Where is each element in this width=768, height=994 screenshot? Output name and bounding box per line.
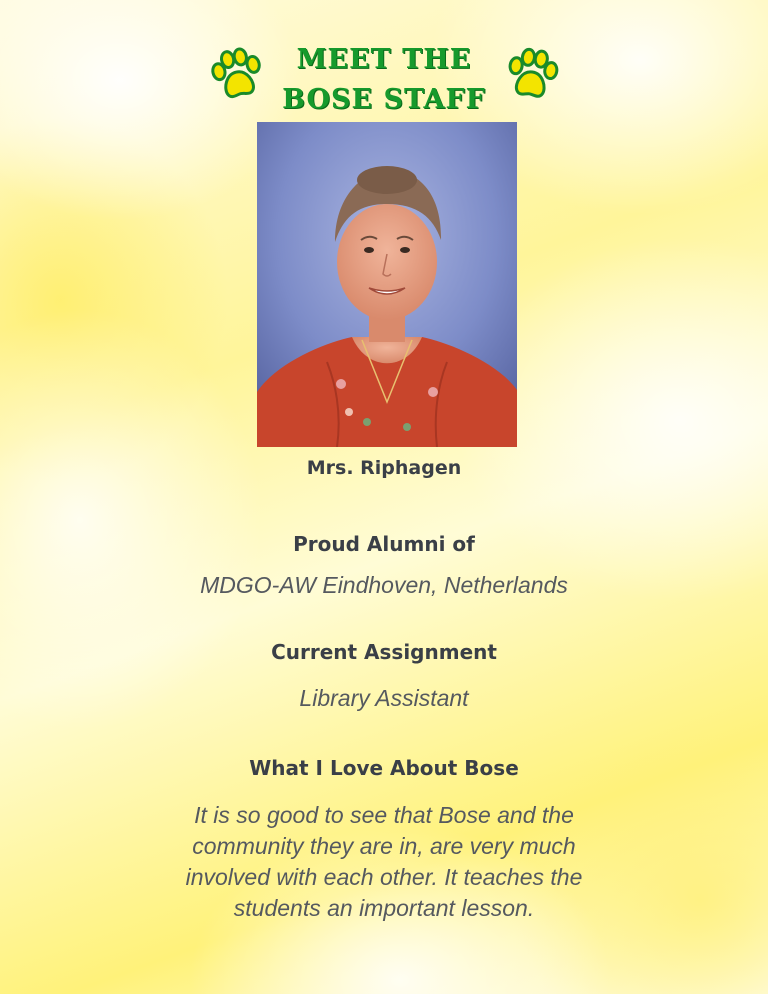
love-heading: What I Love About Bose bbox=[249, 756, 519, 780]
paw-print-icon bbox=[502, 45, 563, 106]
staff-name: Mrs. Riphagen bbox=[306, 457, 462, 479]
alumni-heading: Proud Alumni of bbox=[293, 532, 475, 556]
love-paragraph: It is so good to see that Bose and the community they are in, are very much involved with each other. It teaches the students an important lesson. bbox=[185, 802, 583, 921]
assignment-value: Library Assistant bbox=[299, 685, 469, 711]
page-title bbox=[0, 40, 768, 120]
portrait-illustration bbox=[257, 122, 517, 447]
assignment-heading: Current Assignment bbox=[271, 640, 497, 664]
page-header bbox=[0, 36, 768, 116]
alumni-value: MDGO-AW Eindhoven, Netherlands bbox=[200, 572, 568, 598]
title-line-2: BOSE STAFF bbox=[282, 84, 486, 115]
title-line-1: MEET THE bbox=[296, 44, 472, 75]
staff-portrait-photo bbox=[257, 122, 517, 447]
